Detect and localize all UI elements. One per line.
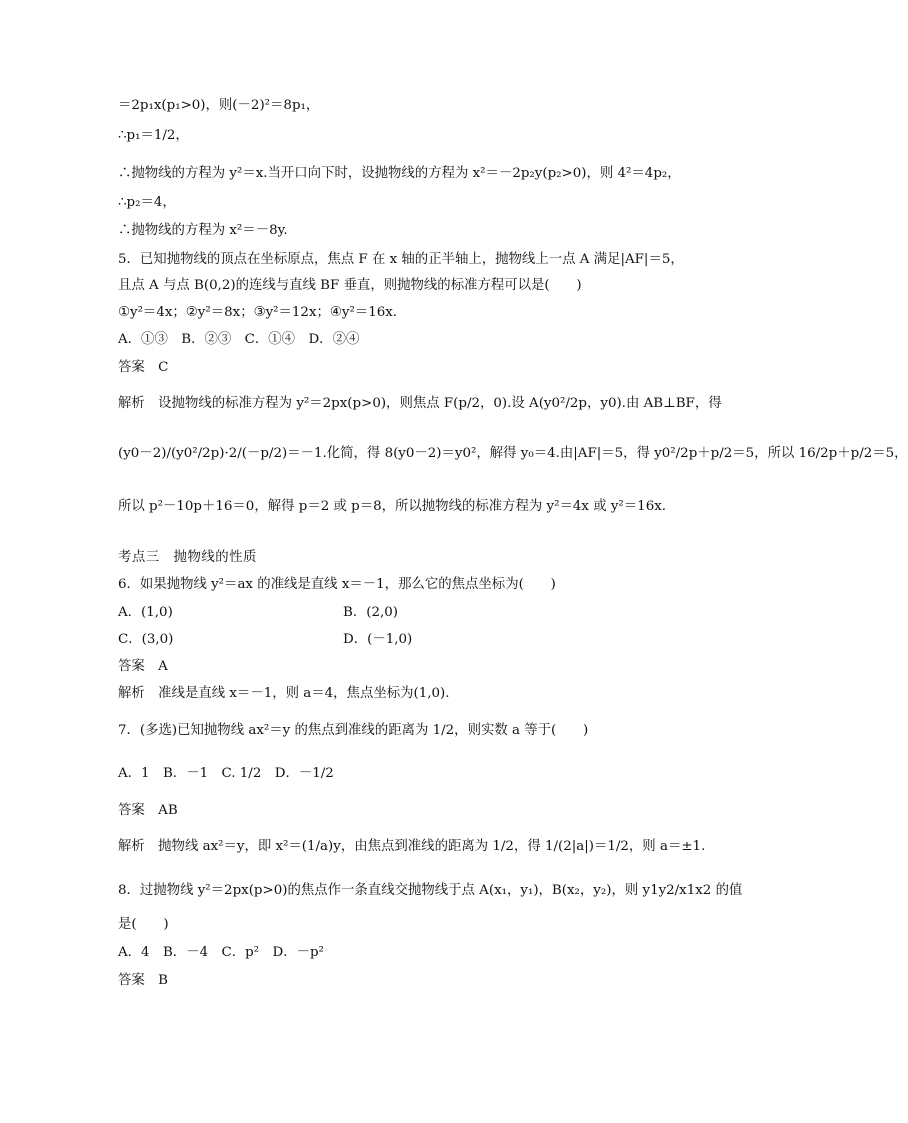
question-6-stem: 6．如果抛物线 y²＝ax 的准线是直线 x＝－1，那么它的焦点坐标为( ) <box>118 577 556 592</box>
text-line: ∴抛物线的方程为 x²＝－8y. <box>118 223 288 238</box>
answer-6: 答案 A <box>118 659 168 674</box>
answer-8: 答案 B <box>118 973 169 988</box>
text-line: ∴抛物线的方程为 y²＝x.当开口向下时，设抛物线的方程为 x²＝－2p₂y(p₂>0)，则 4²＝4p₂， <box>118 166 681 181</box>
question-7-options: A．1 B．－1 C. 1/2 D．－1/2 <box>118 766 334 781</box>
solution-5-line: (y0－2)/(y0²/2p)·2/(－p/2)＝－1.化简，得 8(y0－2)＝y0²，解得 y₀＝4.由|AF|＝5，得 y0²/2p＋p/2＝5，所以 16/2p＋p/2＝5， <box>118 446 908 461</box>
text-line: ∴p₁＝1/2， <box>118 128 189 143</box>
answer-7: 答案 AB <box>118 803 178 818</box>
question-5-options: A．①③ B．②③ C．①④ D．②④ <box>118 332 360 347</box>
option-d: D．(－1,0) <box>343 632 413 647</box>
option-b: B．(2,0) <box>343 605 398 620</box>
text-line: ＝2p₁x(p₁>0)，则(－2)²＝8p₁， <box>118 98 320 113</box>
section-heading: 考点三 抛物线的性质 <box>118 550 257 565</box>
question-5-stem: 5．已知抛物线的顶点在坐标原点，焦点 F 在 x 轴的正半轴上，抛物线上一点 A 满足|AF|＝5， <box>118 252 684 267</box>
question-8-stem: 8．过抛物线 y²＝2px(p>0)的焦点作一条直线交抛物线于点 A(x₁，y₁)，B(x₂，y₂)，则 y1y2/x1x2 的值 <box>118 883 743 898</box>
question-8-stem: 是( ) <box>118 917 169 932</box>
option-a: A．(1,0) <box>118 605 173 620</box>
question-7-stem: 7．(多选)已知抛物线 ax²＝y 的焦点到准线的距离为 1/2，则实数 a 等于( ) <box>118 723 589 738</box>
question-5-choices: ①y²＝4x；②y²＝8x；③y²＝12x；④y²＝16x. <box>118 305 398 320</box>
solution-5-line: 解析 设抛物线的标准方程为 y²＝2px(p>0)，则焦点 F(p/2，0).设 A(y0²/2p，y0).由 AB⊥BF，得 <box>118 396 722 411</box>
question-8-options: A．4 B．－4 C．p² D．－p² <box>118 945 324 960</box>
question-5-stem: 且点 A 与点 B(0,2)的连线与直线 BF 垂直，则抛物线的标准方程可以是( ) <box>118 278 582 293</box>
solution-7: 解析 抛物线 ax²＝y，即 x²＝(1/a)y，由焦点到准线的距离为 1/2，得 1/(2|a|)＝1/2，则 a＝±1. <box>118 839 706 854</box>
answer-5: 答案 C <box>118 360 169 375</box>
option-c: C．(3,0) <box>118 632 174 647</box>
solution-5-line: 所以 p²－10p＋16＝0，解得 p＝2 或 p＝8，所以抛物线的标准方程为 y²＝4x 或 y²＝16x. <box>118 499 667 514</box>
solution-6: 解析 准线是直线 x＝－1，则 a＝4，焦点坐标为(1,0). <box>118 686 450 701</box>
text-line: ∴p₂＝4， <box>118 195 176 210</box>
